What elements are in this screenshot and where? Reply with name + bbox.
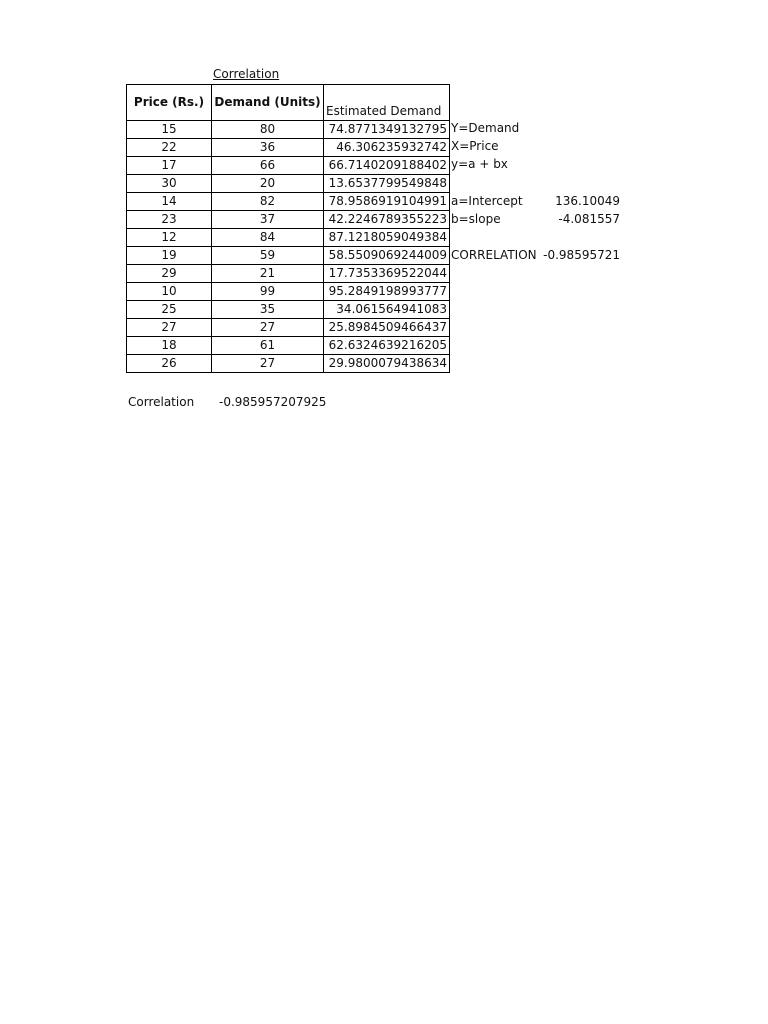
header-row xyxy=(127,85,450,121)
x-definition: X=Price xyxy=(451,139,499,153)
estimated-cell: 58.5509069244009 xyxy=(324,247,450,265)
price-cell: 10 xyxy=(127,283,212,301)
estimated-cell: 25.8984509466437 xyxy=(324,319,450,337)
price-cell: 17 xyxy=(127,157,212,175)
demand-cell: 59 xyxy=(212,247,324,265)
estimated-cell: 34.061564941083 xyxy=(324,301,450,319)
estimated-cell: 29.9800079438634 xyxy=(324,355,450,373)
price-cell: 30 xyxy=(127,175,212,193)
estimated-cell: 66.7140209188402 xyxy=(324,157,450,175)
estimated-cell: 74.8771349132795 xyxy=(324,121,450,139)
demand-cell: 61 xyxy=(212,337,324,355)
table-row xyxy=(127,301,450,319)
demand-cell: 20 xyxy=(212,175,324,193)
price-cell: 22 xyxy=(127,139,212,157)
table-row xyxy=(127,337,450,355)
demand-cell: 36 xyxy=(212,139,324,157)
data-table xyxy=(126,84,450,373)
demand-cell: 27 xyxy=(212,355,324,373)
demand-cell: 27 xyxy=(212,319,324,337)
demand-cell: 82 xyxy=(212,193,324,211)
estimated-cell: 62.6324639216205 xyxy=(324,337,450,355)
demand-cell: 84 xyxy=(212,229,324,247)
price-cell: 14 xyxy=(127,193,212,211)
demand-cell: 80 xyxy=(212,121,324,139)
regression-equation: y=a + bx xyxy=(451,157,508,171)
table-row xyxy=(127,355,450,373)
correlation-value: -0.98595721 xyxy=(543,248,620,262)
table-row xyxy=(127,229,450,247)
header-demand: Demand (Units) xyxy=(212,85,324,121)
footer-correlation-value: -0.985957207925 xyxy=(219,395,327,409)
price-cell: 19 xyxy=(127,247,212,265)
intercept-value: 136.10049 xyxy=(555,194,620,208)
table-row xyxy=(127,319,450,337)
price-cell: 23 xyxy=(127,211,212,229)
demand-cell: 99 xyxy=(212,283,324,301)
price-cell: 25 xyxy=(127,301,212,319)
table-row xyxy=(127,283,450,301)
slope-label: b=slope xyxy=(451,212,501,226)
table-row xyxy=(127,193,450,211)
intercept-label: a=Intercept xyxy=(451,194,523,208)
demand-cell: 66 xyxy=(212,157,324,175)
price-cell: 18 xyxy=(127,337,212,355)
correlation-label: CORRELATION xyxy=(451,248,537,262)
slope-value: -4.081557 xyxy=(558,212,620,226)
sheet-title: Correlation xyxy=(213,67,280,81)
price-cell: 12 xyxy=(127,229,212,247)
header-price: Price (Rs.) xyxy=(127,85,212,121)
demand-cell: 37 xyxy=(212,211,324,229)
estimated-cell: 46.306235932742 xyxy=(324,139,450,157)
estimated-cell: 13.6537799549848 xyxy=(324,175,450,193)
price-cell: 27 xyxy=(127,319,212,337)
estimated-cell: 95.2849198993777 xyxy=(324,283,450,301)
table-row xyxy=(127,211,450,229)
table-row xyxy=(127,139,450,157)
price-cell: 29 xyxy=(127,265,212,283)
table-row xyxy=(127,175,450,193)
table-row xyxy=(127,157,450,175)
table-row xyxy=(127,265,450,283)
estimated-cell: 42.2246789355223 xyxy=(324,211,450,229)
price-cell: 26 xyxy=(127,355,212,373)
table-row xyxy=(127,121,450,139)
demand-cell: 21 xyxy=(212,265,324,283)
price-cell: 15 xyxy=(127,121,212,139)
estimated-cell: 17.7353369522044 xyxy=(324,265,450,283)
demand-cell: 35 xyxy=(212,301,324,319)
footer-correlation-label: Correlation xyxy=(128,395,195,409)
estimated-cell: 87.1218059049384 xyxy=(324,229,450,247)
header-estimated-demand: Estimated Demand xyxy=(324,85,450,121)
y-definition: Y=Demand xyxy=(451,121,520,135)
table-row xyxy=(127,247,450,265)
estimated-cell: 78.9586919104991 xyxy=(324,193,450,211)
